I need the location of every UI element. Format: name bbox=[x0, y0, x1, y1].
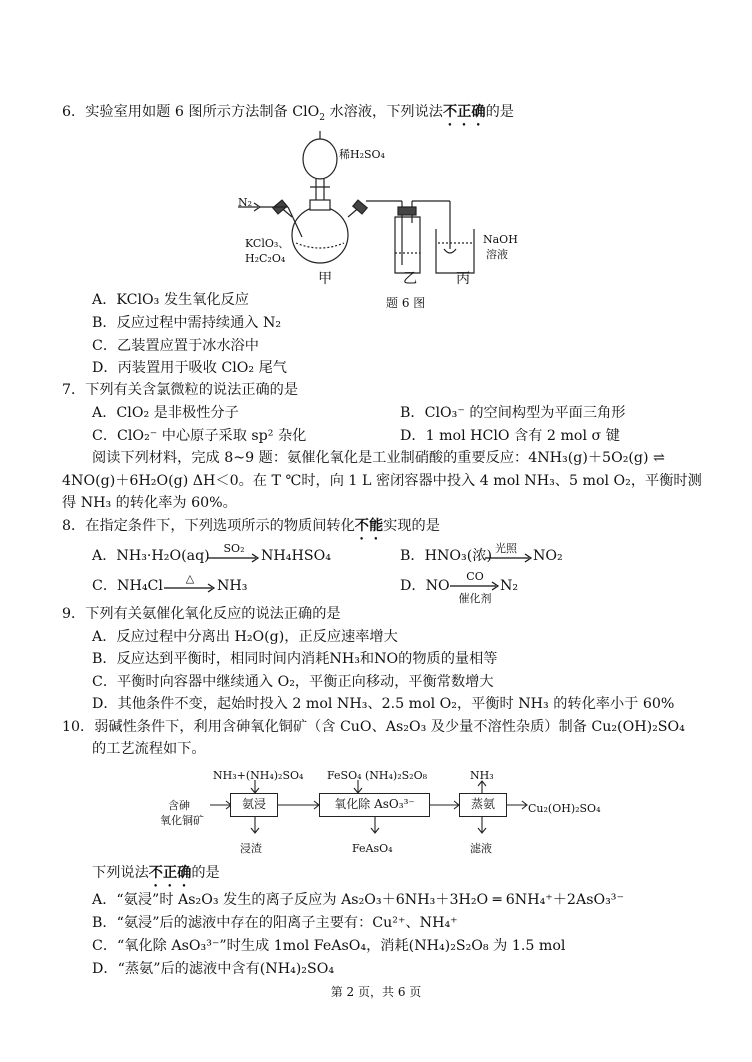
label-bing: 丙 bbox=[456, 271, 471, 287]
q6-stem-part3: 的是 bbox=[485, 104, 514, 120]
q6-option-d: D．丙装置用于吸收 ClO₂ 尾气 bbox=[92, 360, 287, 376]
q6-stem-emphasis: 不正确 bbox=[442, 104, 486, 120]
flow-residue-2: FeAsO₄ bbox=[352, 842, 393, 855]
label-reagent-2: H₂C₂O₄ bbox=[245, 252, 286, 265]
q8-option-a-right: NH₄HSO₄ bbox=[261, 548, 331, 564]
bottle-yi bbox=[395, 207, 420, 273]
q10-sub-stem bbox=[92, 862, 220, 890]
flow-residue-1: 浸渣 bbox=[240, 842, 262, 855]
q8-option-b-right: NO₂ bbox=[533, 548, 563, 564]
q6-option-a: A．KClO₃ 发生氧化反应 bbox=[92, 292, 249, 308]
q6-option-c: C．乙装置应置于冰水浴中 bbox=[92, 338, 259, 354]
q7-option-d: D．1 mol HClO 含有 2 mol σ 键 bbox=[400, 428, 620, 444]
arrow-right-icon bbox=[485, 553, 533, 563]
q6-stem-part1: 6．实验室用如题 6 图所示方法制备 ClO bbox=[62, 104, 320, 120]
q8-option-d-right: N₂ bbox=[500, 578, 519, 594]
flow-reagent-2: FeSO₄ (NH₄)₂S₂O₈ bbox=[327, 769, 427, 782]
q7-stem: 7．下列有关含氯微粒的说法正确的是 bbox=[62, 382, 299, 398]
label-naoh: NaOH bbox=[483, 233, 518, 246]
flow-residue-3: 滤液 bbox=[470, 842, 492, 855]
q10-stem-line-2: 的工艺流程如下。 bbox=[92, 741, 206, 757]
label-yi: 乙 bbox=[403, 271, 418, 287]
q9-option-b: B．反应达到平衡时，相同时间内消耗NH₃和NO的物质的量相等 bbox=[92, 651, 498, 667]
flow-output: Cu₂(OH)₂SO₄ bbox=[528, 802, 601, 815]
q8-option-d-condition-top: CO bbox=[466, 570, 484, 583]
q10-option-d: D．“蒸氨”后的滤液中含有(NH₄)₂SO₄ bbox=[92, 961, 335, 977]
flow-box-steam-ammonia: 蒸氨 bbox=[459, 793, 507, 817]
label-n2: N₂ bbox=[238, 196, 253, 209]
q10-sub-stem-emphasis: 不正确 bbox=[148, 865, 192, 881]
q8-option-a-condition: SO₂ bbox=[223, 542, 245, 555]
arrow-right-icon bbox=[208, 553, 260, 563]
page-footer: 第 2 页，共 6 页 bbox=[330, 985, 422, 999]
flow-reagent-1: NH₃+(NH₄)₂SO₄ bbox=[213, 769, 304, 782]
arrow-right-icon bbox=[164, 583, 216, 593]
label-solution: 溶液 bbox=[486, 248, 508, 261]
q8-option-c-right: NH₃ bbox=[217, 578, 248, 594]
flow-input-line-2: 氧化铜矿 bbox=[160, 814, 204, 827]
q8-option-a-left: A．NH₃·H₂O(aq) bbox=[92, 548, 210, 564]
q7-option-c: C．ClO₂⁻ 中心原子采取 sp² 杂化 bbox=[92, 428, 307, 444]
q8-option-b-condition: 光照 bbox=[495, 542, 517, 555]
q10-sub-stem-part1: 下列说法 bbox=[92, 865, 149, 881]
q10-stem-line-1: 10．弱碱性条件下，利用含砷氧化铜矿（含 CuO、As₂O₃ 及少量不溶性杂质）制备 Cu₂(OH)₂SO₄ bbox=[62, 719, 685, 735]
q10-sub-stem-part2: 的是 bbox=[191, 865, 220, 881]
q8-option-c-condition: △ bbox=[185, 572, 195, 585]
q7-option-b: B．ClO₃⁻ 的空间构型为平面三角形 bbox=[400, 405, 626, 421]
label-jia: 甲 bbox=[318, 271, 333, 287]
q8-option-d-condition-bottom: 催化剂 bbox=[458, 592, 492, 605]
reading-line-2: 4NO(g)＋6H₂O(g) ΔH＜0。在 T ℃时，向 1 L 密闭容器中投入 4 mol NH₃、5 mol O₂，平衡时测 bbox=[62, 473, 702, 489]
separatory-funnel bbox=[303, 131, 337, 207]
q6-stem-part2: 水溶液，下列说法 bbox=[324, 104, 443, 120]
q8-stem-part1: 8．在指定条件下，下列选项所示的物质间转化 bbox=[62, 518, 355, 534]
q8-stem-part2: 实现的是 bbox=[383, 518, 440, 534]
label-dilute-sulfuric-acid: 稀H₂SO₄ bbox=[339, 148, 385, 161]
q9-option-a: A．反应过程中分离出 H₂O(g)，正反应速率增大 bbox=[92, 629, 398, 645]
q6-option-b: B．反应过程中需持续通入 N₂ bbox=[92, 315, 282, 331]
q8-stem-emphasis: 不能 bbox=[354, 518, 384, 534]
q8-option-b-left: B．HNO₃(浓) bbox=[400, 548, 492, 564]
label-reagent-1: KClO₃、 bbox=[245, 237, 290, 250]
q10-option-b: B．“氨浸”后的滤液中存在的阳离子主要有：Cu²⁺、NH₄⁺ bbox=[92, 915, 458, 931]
q9-option-d: D．其他条件不变，起始时投入 2 mol NH₃、2.5 mol O₂，平衡时 NH₃ 的转化率小于 60% bbox=[92, 696, 675, 712]
q6-stem: 6．实验室用如题 6 图所示方法制备 ClO$_2$ 水溶液，下列说法不正确的是 bbox=[62, 104, 514, 123]
reading-line-3: 得 NH₃ 的转化率为 60%。 bbox=[62, 495, 237, 511]
figure-caption: 题 6 图 bbox=[386, 296, 426, 310]
reading-line-1: 阅读下列材料，完成 8~9 题：氨催化氧化是工业制硝酸的重要反应：4NH₃(g)＋5O₂(g) ⇌ bbox=[92, 450, 665, 466]
q10-option-c: C．“氧化除 AsO₃³⁻”时生成 1mol FeAsO₄，消耗(NH₄)₂S₂O₈ 为 1.5 mol bbox=[92, 938, 566, 954]
flow-reagent-3: NH₃ bbox=[470, 769, 494, 782]
q7-option-a: A．ClO₂ 是非极性分子 bbox=[92, 405, 239, 421]
beaker-bing bbox=[436, 229, 474, 273]
q8-option-c-left: C．NH₄Cl bbox=[92, 578, 163, 594]
q9-option-c: C．平衡时向容器中继续通入 O₂，平衡正向移动，平衡常数增大 bbox=[92, 674, 494, 690]
flow-box-oxidation: 氧化除 AsO₃³⁻ bbox=[319, 793, 430, 817]
flow-input-line-1: 含砷 bbox=[168, 799, 190, 812]
flow-box-ammonia-leach: 氨浸 bbox=[230, 793, 278, 817]
q9-stem: 9．下列有关氨催化氧化反应的说法正确的是 bbox=[62, 606, 341, 622]
q10-option-a: A．“氨浸”时 As₂O₃ 发生的离子反应为 As₂O₃＋6NH₃＋3H₂O ═ 6NH₄⁺＋2AsO₃³⁻ bbox=[92, 892, 624, 908]
q8-option-d-left: D．NO bbox=[400, 578, 450, 594]
